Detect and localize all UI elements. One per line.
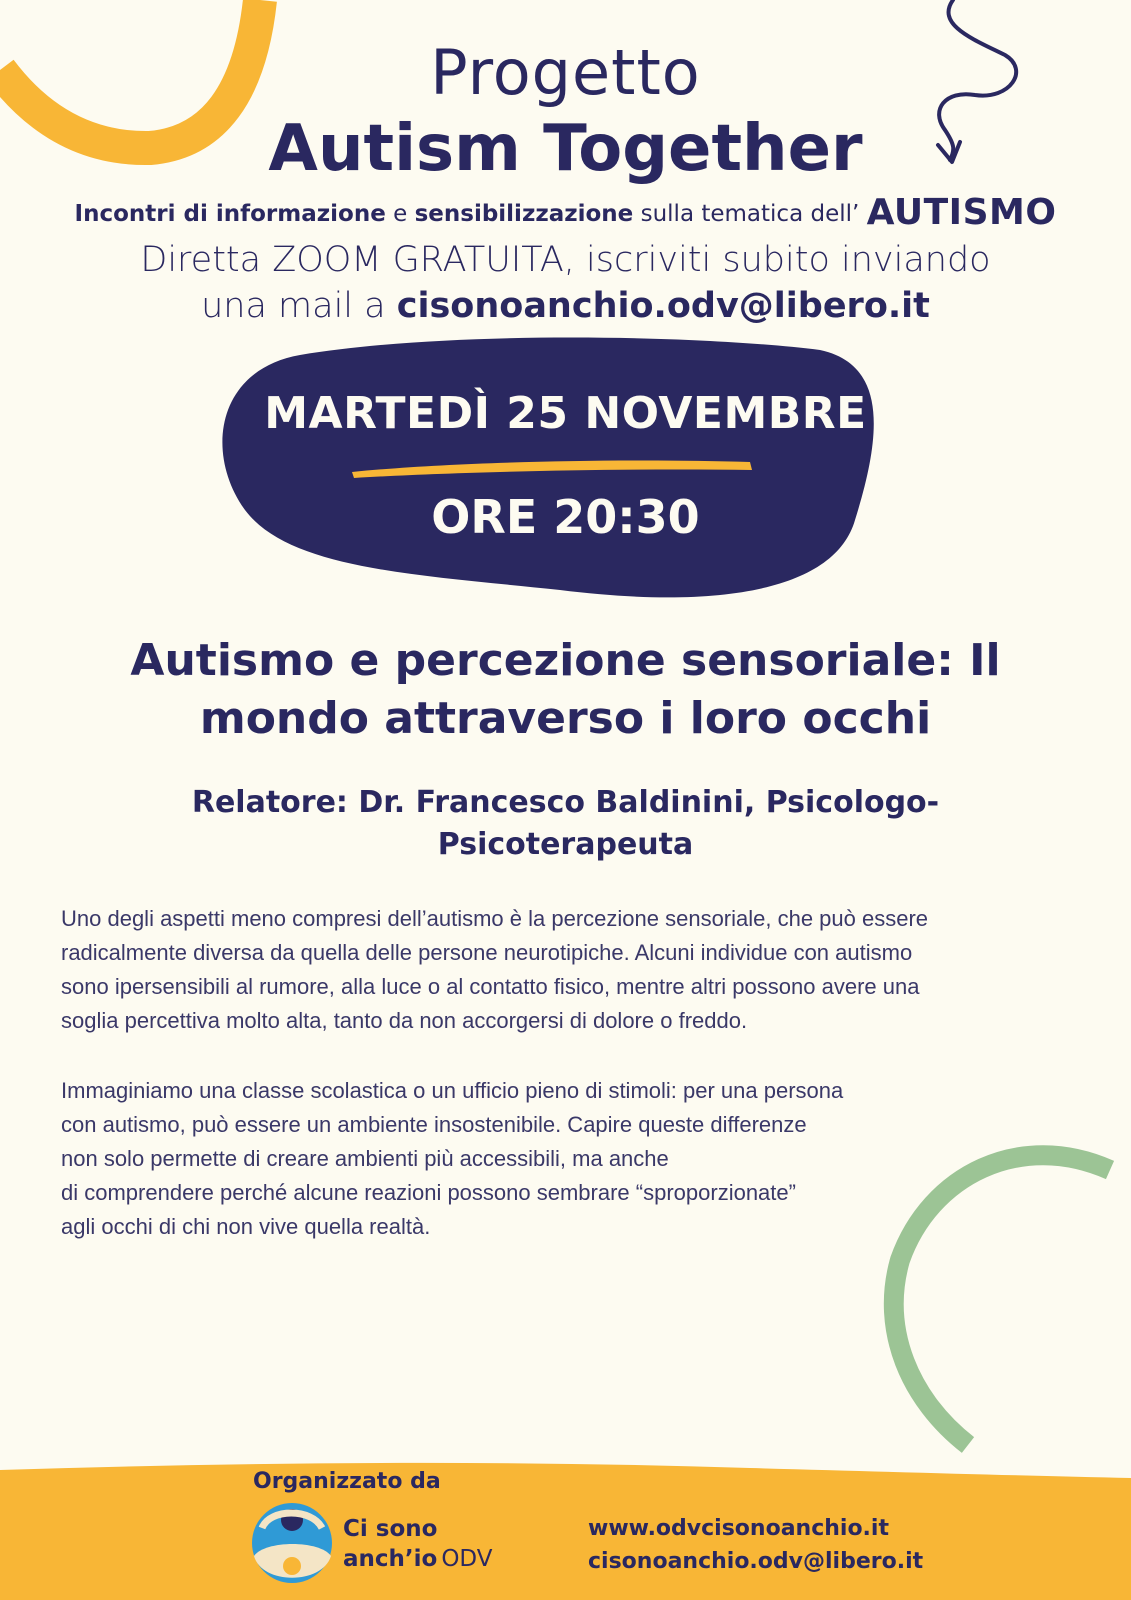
paragraph-line: agli occhi di chi non vive quella realtà. xyxy=(61,1214,431,1239)
speaker-line-2: Psicoterapeuta xyxy=(437,827,694,862)
website-link[interactable]: www.odvcisonoanchio.it xyxy=(588,1516,889,1541)
footer-email-link[interactable]: cisonoanchio.odv@libero.it xyxy=(588,1549,924,1574)
event-time: ORE 20:30 xyxy=(431,490,700,544)
subtitle-part-sensibilizzazione: sensibilizzazione xyxy=(414,201,634,227)
subtitle-part-autismo: AUTISMO xyxy=(866,192,1057,233)
footer-band xyxy=(0,1463,1131,1600)
subtitle-part-e: e xyxy=(385,201,415,227)
description-paragraph-1 xyxy=(61,902,1071,1038)
paragraph-line: Immaginiamo una classe scolastica o un ufficio pieno di stimoli: per una persona xyxy=(61,1078,844,1103)
description-paragraph-2 xyxy=(61,1074,1071,1244)
zoom-email-line xyxy=(0,286,1131,326)
zoom-line: Diretta ZOOM GRATUITA, iscriviti subito inviando xyxy=(140,240,991,280)
subtitle xyxy=(0,192,1131,233)
org-name-anchio: anch’io xyxy=(343,1546,438,1572)
talk-title-line-1: Autismo e percezione sensoriale: Il xyxy=(130,635,1001,686)
subtitle-part-informazione: Incontri di informazione xyxy=(74,201,386,227)
organized-by-label: Organizzato da xyxy=(253,1469,441,1494)
paragraph-line: con autismo, può essere un ambiente insostenibile. Capire queste differenze xyxy=(61,1112,807,1137)
paragraph-line: Uno degli aspetti meno compresi dell’autismo è la percezione sensoriale, che può essere xyxy=(61,906,929,931)
org-name-line-1: Ci sono xyxy=(343,1516,438,1542)
speaker xyxy=(0,782,1131,866)
project-title: Autism Together xyxy=(268,112,863,186)
subtitle-part-tematica: sulla tematica dell’ xyxy=(633,201,867,227)
paragraph-line: soglia percettiva molto alta, tanto da non accorgersi di dolore o freddo. xyxy=(61,1008,748,1033)
zoom-email-link[interactable]: cisonoanchio.odv@libero.it xyxy=(396,286,930,326)
paragraph-line: non solo permette di creare ambienti più accessibili, ma anche xyxy=(61,1146,669,1171)
org-suffix: ODV xyxy=(441,1546,493,1572)
org-name-line-2 xyxy=(343,1546,492,1572)
organization-logo xyxy=(252,1503,332,1583)
paragraph-line: di comprendere perché alcune reazioni possono sembrare “sproporzionate” xyxy=(61,1180,796,1205)
project-label: Progetto xyxy=(430,36,701,109)
talk-title-line-2: mondo attraverso i loro occhi xyxy=(199,693,932,744)
paragraph-line: radicalmente diversa da quella delle persone neurotipiche. Alcuni individue con autismo xyxy=(61,940,913,965)
zoom-email-prefix: una mail a xyxy=(201,286,397,326)
event-date: MARTEDÌ 25 NOVEMBRE xyxy=(264,388,867,439)
speaker-line-1: Relatore: Dr. Francesco Baldinini, Psicologo- xyxy=(191,785,940,820)
talk-title xyxy=(0,632,1131,748)
paragraph-line: sono ipersensibili al rumore, alla luce o al contatto fisico, mentre altri possono avere una xyxy=(61,974,920,999)
